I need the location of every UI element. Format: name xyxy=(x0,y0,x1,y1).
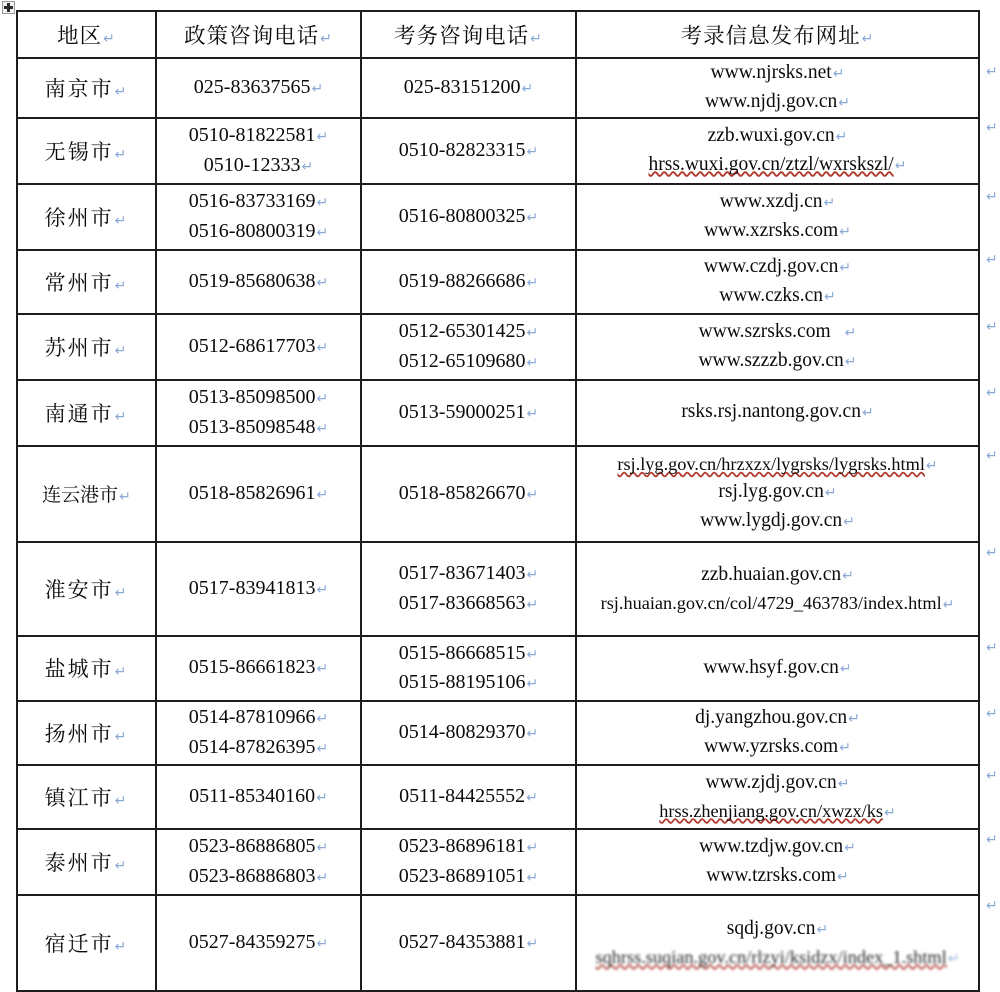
website-url[interactable]: zzb.wuxi.gov.cn xyxy=(707,124,835,146)
website-url[interactable]: www.zjdj.gov.cn xyxy=(705,771,837,793)
column-header-exam-phone-label: 考务咨询电话 xyxy=(394,24,530,49)
website-url[interactable]: hrss.zhenjiang.gov.cn/xwzx/ks xyxy=(659,800,883,821)
pilcrow-mark: ↵ xyxy=(824,288,836,305)
pilcrow-mark: ↵ xyxy=(301,158,314,175)
margin-pilcrow-mark: ↵ xyxy=(986,706,998,722)
pilcrow-mark: ↵ xyxy=(861,405,874,422)
table-row xyxy=(17,314,979,380)
phone-number: 0523-86896181 xyxy=(398,835,526,858)
pilcrow-mark: ↵ xyxy=(839,739,851,756)
phone-number: 0515-86668515 xyxy=(398,641,526,664)
pilcrow-mark: ↵ xyxy=(526,676,539,693)
website-url[interactable]: www.szrsks.com xyxy=(698,320,831,342)
pilcrow-mark: ↵ xyxy=(316,129,329,146)
pilcrow-mark: ↵ xyxy=(942,596,955,613)
table-row xyxy=(17,380,979,446)
table-row xyxy=(17,829,979,895)
phone-number: 0515-86661823 xyxy=(188,656,316,679)
region-name: 扬州市 xyxy=(44,721,114,746)
website-url[interactable]: www.njrsks.net xyxy=(710,62,832,83)
pilcrow-mark: ↵ xyxy=(320,31,333,47)
pilcrow-mark: ↵ xyxy=(114,584,129,601)
margin-pilcrow-mark: ↵ xyxy=(986,319,998,335)
phone-number: 0512-65109680 xyxy=(398,349,526,372)
phone-number: 025-83637565 xyxy=(193,76,311,99)
pilcrow-mark: ↵ xyxy=(114,664,129,681)
pilcrow-mark: ↵ xyxy=(526,274,539,291)
phone-number: 0516-83733169 xyxy=(188,190,316,213)
margin-pilcrow-mark: ↵ xyxy=(986,64,998,80)
table-row xyxy=(17,542,979,636)
website-url[interactable]: dj.yangzhou.gov.cn xyxy=(695,706,848,728)
pilcrow-mark: ↵ xyxy=(823,194,836,211)
pilcrow-mark: ↵ xyxy=(526,354,539,371)
phone-number: 0512-68617703 xyxy=(188,334,316,357)
pilcrow-mark: ↵ xyxy=(311,81,324,98)
pilcrow-mark: ↵ xyxy=(526,840,539,857)
margin-pilcrow-mark: ↵ xyxy=(986,385,998,401)
pilcrow-mark: ↵ xyxy=(316,224,329,241)
pilcrow-mark: ↵ xyxy=(526,596,539,613)
cell-region xyxy=(17,446,156,542)
cell-policy-phone xyxy=(156,636,361,701)
pilcrow-mark: ↵ xyxy=(839,223,851,240)
cell-exam-phone xyxy=(361,314,576,380)
cell-exam-phone xyxy=(361,184,576,250)
cell-website xyxy=(576,542,979,636)
cell-exam-phone xyxy=(361,118,576,184)
cell-policy-phone xyxy=(156,250,361,314)
region-name: 宿迁市 xyxy=(44,931,114,956)
pilcrow-mark: ↵ xyxy=(526,325,539,342)
pilcrow-mark: ↵ xyxy=(114,408,129,425)
cell-website xyxy=(576,118,979,184)
pilcrow-mark: ↵ xyxy=(838,94,851,111)
cell-region xyxy=(17,829,156,895)
website-url[interactable]: www.czdj.gov.cn xyxy=(703,255,839,277)
phone-number: 0510-82823315 xyxy=(398,138,526,161)
cell-policy-phone xyxy=(156,118,361,184)
table-header-row xyxy=(17,11,979,58)
phone-number: 0514-87826395 xyxy=(188,735,316,758)
website-url[interactable]: www.tzrsks.com xyxy=(706,864,837,886)
pilcrow-mark: ↵ xyxy=(837,775,850,792)
pilcrow-mark: ↵ xyxy=(316,711,329,728)
pilcrow-mark: ↵ xyxy=(848,710,860,727)
cell-policy-phone xyxy=(156,380,361,446)
pilcrow-mark: ↵ xyxy=(842,567,854,584)
table-row xyxy=(17,58,979,118)
table-row xyxy=(17,184,979,250)
pilcrow-mark: ↵ xyxy=(526,869,539,886)
cell-policy-phone xyxy=(156,542,361,636)
column-header-website xyxy=(576,11,979,58)
pilcrow-mark: ↵ xyxy=(530,31,543,47)
phone-number: 0516-80800325 xyxy=(398,204,526,227)
table-row xyxy=(17,701,979,765)
phone-number: 0511-84425552 xyxy=(399,784,526,807)
pilcrow-mark: ↵ xyxy=(114,342,129,359)
region-name: 连云港市 xyxy=(42,484,119,507)
cell-region xyxy=(17,636,156,701)
pilcrow-mark: ↵ xyxy=(832,66,845,82)
cell-region xyxy=(17,58,156,118)
cell-region xyxy=(17,314,156,380)
cell-policy-phone xyxy=(156,58,361,118)
pilcrow-mark: ↵ xyxy=(316,581,329,598)
pilcrow-mark: ↵ xyxy=(316,486,329,503)
website-url[interactable]: www.lygdj.gov.cn xyxy=(700,510,843,532)
pilcrow-mark: ↵ xyxy=(119,489,131,506)
pilcrow-mark: ↵ xyxy=(526,646,539,663)
cell-exam-phone xyxy=(361,895,576,991)
region-name: 徐州市 xyxy=(44,205,114,230)
cell-policy-phone xyxy=(156,765,361,829)
website-url[interactable]: www.czks.cn xyxy=(719,284,824,306)
phone-number: 0527-84359275 xyxy=(188,930,316,953)
margin-pilcrow-mark: ↵ xyxy=(986,545,998,561)
pilcrow-mark: ↵ xyxy=(316,661,329,678)
margin-pilcrow-mark: ↵ xyxy=(986,120,998,136)
region-name: 无锡市 xyxy=(44,139,114,164)
margin-pilcrow-mark: ↵ xyxy=(986,898,998,914)
phone-number: 0523-86891051 xyxy=(398,864,526,887)
pilcrow-mark: ↵ xyxy=(816,921,829,938)
table-move-handle-icon[interactable] xyxy=(2,1,15,14)
cell-policy-phone xyxy=(156,895,361,991)
column-header-region xyxy=(17,11,156,58)
website-url[interactable]: hrss.wuxi.gov.cn/ztzl/wxrskszl/ xyxy=(648,153,894,175)
pilcrow-mark: ↵ xyxy=(316,195,329,212)
region-name: 苏州市 xyxy=(44,335,114,360)
pilcrow-mark: ↵ xyxy=(316,391,329,408)
region-name: 盐城市 xyxy=(44,657,114,682)
phone-number: 0513-59000251 xyxy=(398,400,526,423)
pilcrow-mark: ↵ xyxy=(526,209,539,226)
phone-number: 0513-85098548 xyxy=(188,415,316,438)
margin-pilcrow-mark: ↵ xyxy=(986,189,998,205)
pilcrow-mark: ↵ xyxy=(316,274,329,291)
cell-exam-phone xyxy=(361,829,576,895)
table-row xyxy=(17,118,979,184)
column-header-policy-phone-label: 政策咨询电话 xyxy=(184,24,320,49)
pilcrow-mark: ↵ xyxy=(316,339,329,356)
website-url[interactable]: www.xzdj.cn xyxy=(719,190,823,212)
cell-exam-phone xyxy=(361,636,576,701)
phone-number: 0517-83941813 xyxy=(188,576,316,599)
pilcrow-mark: ↵ xyxy=(526,725,539,742)
cell-website xyxy=(576,250,979,314)
margin-pilcrow-mark: ↵ xyxy=(986,640,998,656)
cell-exam-phone xyxy=(361,765,576,829)
phone-number: 0527-84353881 xyxy=(398,930,526,953)
cell-region xyxy=(17,765,156,829)
phone-number: 0523-86886803 xyxy=(188,864,316,887)
pilcrow-mark: ↵ xyxy=(526,567,539,584)
region-name: 泰州市 xyxy=(44,850,114,875)
website-url[interactable]: www.tzdjw.gov.cn xyxy=(699,835,844,857)
pilcrow-mark: ↵ xyxy=(824,485,837,502)
pilcrow-mark: ↵ xyxy=(114,83,129,100)
cell-website xyxy=(576,701,979,765)
table-row xyxy=(17,895,979,991)
phone-number: 0515-88195106 xyxy=(398,671,526,694)
pilcrow-mark: ↵ xyxy=(316,420,329,437)
phone-number: 0510-12333 xyxy=(203,153,301,176)
margin-pilcrow-mark: ↵ xyxy=(986,448,998,464)
cell-exam-phone xyxy=(361,58,576,118)
cell-website xyxy=(576,58,979,118)
phone-number: 0519-85680638 xyxy=(188,269,316,292)
cell-exam-phone xyxy=(361,250,576,314)
cell-policy-phone xyxy=(156,184,361,250)
phone-number: 0513-85098500 xyxy=(188,386,316,409)
website-url[interactable]: zzb.huaian.gov.cn xyxy=(701,563,842,585)
phone-number: 0517-83671403 xyxy=(398,562,526,585)
phone-number: 0514-87810966 xyxy=(188,706,316,729)
phone-number: 0514-80829370 xyxy=(398,720,526,743)
pilcrow-mark: ↵ xyxy=(114,938,129,955)
pilcrow-mark: ↵ xyxy=(837,868,849,885)
website-url[interactable]: www.yzrsks.com xyxy=(704,735,839,757)
pilcrow-mark: ↵ xyxy=(526,143,539,160)
phone-number: 0516-80800319 xyxy=(188,219,316,242)
pilcrow-mark: ↵ xyxy=(884,804,896,821)
pilcrow-mark: ↵ xyxy=(114,792,129,809)
pilcrow-mark: ↵ xyxy=(316,869,329,886)
table-row xyxy=(17,636,979,701)
margin-pilcrow-mark: ↵ xyxy=(986,252,998,268)
margin-pilcrow-mark: ↵ xyxy=(986,832,998,848)
cell-website xyxy=(576,636,979,701)
pilcrow-mark: ↵ xyxy=(844,839,856,856)
cell-region xyxy=(17,118,156,184)
cell-region xyxy=(17,250,156,314)
pilcrow-mark: ↵ xyxy=(316,840,329,857)
pilcrow-mark: ↵ xyxy=(316,935,329,952)
cell-website xyxy=(576,184,979,250)
pilcrow-mark: ↵ xyxy=(316,789,328,806)
website-url[interactable]: rsj.huaian.gov.cn/col/4729_463783/index.html xyxy=(600,592,942,613)
cell-exam-phone xyxy=(361,701,576,765)
cell-website xyxy=(576,314,979,380)
phone-number: 0518-85826670 xyxy=(398,481,526,504)
cell-region xyxy=(17,542,156,636)
column-header-website-label: 考录信息发布网址 xyxy=(680,24,861,49)
cell-exam-phone xyxy=(361,446,576,542)
cell-policy-phone xyxy=(156,446,361,542)
region-name: 淮安市 xyxy=(44,577,114,602)
pilcrow-mark: ↵ xyxy=(835,128,848,145)
website-url[interactable]: rsj.lyg.gov.cn xyxy=(718,481,824,503)
phone-number: 0519-88266686 xyxy=(398,269,526,292)
cell-exam-phone xyxy=(361,380,576,446)
region-name: 南京市 xyxy=(44,76,114,101)
table-row xyxy=(17,765,979,829)
website-url[interactable]: www.szzzb.gov.cn xyxy=(698,349,844,371)
move-cross-glyph xyxy=(4,3,13,12)
pilcrow-mark: ↵ xyxy=(114,857,129,874)
cell-website xyxy=(576,765,979,829)
cell-policy-phone xyxy=(156,314,361,380)
region-name: 常州市 xyxy=(44,270,114,295)
phone-number: 0511-85340160 xyxy=(189,784,316,807)
phone-number: 0510-81822581 xyxy=(188,124,316,147)
website-url[interactable]: sqhrss.suqian.gov.cn/rlzyi/ksidzx/index_1.shtml xyxy=(595,946,947,967)
pilcrow-mark: ↵ xyxy=(844,353,857,370)
pilcrow-mark: ↵ xyxy=(114,728,129,745)
contact-info-table xyxy=(16,10,980,992)
margin-pilcrow-mark: ↵ xyxy=(986,768,998,784)
website-url[interactable]: www.njdj.gov.cn xyxy=(704,90,838,112)
cell-exam-phone xyxy=(361,542,576,636)
pilcrow-mark: ↵ xyxy=(521,81,534,98)
pilcrow-mark: ↵ xyxy=(114,146,129,163)
phone-number: 0512-65301425 xyxy=(398,320,526,343)
pilcrow-mark: ↵ xyxy=(894,157,907,174)
pilcrow-mark: ↵ xyxy=(526,405,539,422)
cell-website xyxy=(576,895,979,991)
table-row xyxy=(17,446,979,542)
pilcrow-mark: ↵ xyxy=(839,259,852,276)
phone-number: 0523-86886805 xyxy=(188,835,316,858)
column-header-exam-phone xyxy=(361,11,576,58)
cell-region xyxy=(17,380,156,446)
pilcrow-mark: ↵ xyxy=(103,31,116,47)
pilcrow-mark: ↵ xyxy=(526,789,538,806)
pilcrow-mark: ↵ xyxy=(844,324,857,341)
website-url[interactable]: www.xzrsks.com xyxy=(704,219,839,241)
pilcrow-mark: ↵ xyxy=(925,458,938,475)
phone-number: 0518-85826961 xyxy=(188,481,316,504)
pilcrow-mark: ↵ xyxy=(839,660,852,677)
pilcrow-mark: ↵ xyxy=(114,277,129,294)
website-url[interactable]: rsj.lyg.gov.cn/hrzxzx/lygrsks/lygrsks.html xyxy=(617,454,925,475)
cell-policy-phone xyxy=(156,701,361,765)
column-header-region-label: 地区 xyxy=(57,24,103,49)
pilcrow-mark: ↵ xyxy=(843,514,855,531)
cell-website xyxy=(576,380,979,446)
cell-website xyxy=(576,446,979,542)
region-name: 镇江市 xyxy=(44,785,114,810)
cell-website xyxy=(576,829,979,895)
website-url[interactable]: www.hsyf.gov.cn xyxy=(703,656,839,678)
region-name: 南通市 xyxy=(44,401,114,426)
table-row xyxy=(17,250,979,314)
pilcrow-mark: ↵ xyxy=(526,935,539,952)
column-header-policy-phone xyxy=(156,11,361,58)
website-url[interactable]: rsks.rsj.nantong.gov.cn xyxy=(681,401,861,423)
pilcrow-mark: ↵ xyxy=(861,31,875,47)
cell-region xyxy=(17,895,156,991)
website-url[interactable]: sqdj.gov.cn xyxy=(726,917,816,939)
phone-number: 0517-83668563 xyxy=(398,591,526,614)
cell-region xyxy=(17,701,156,765)
pilcrow-mark: ↵ xyxy=(947,950,960,967)
pilcrow-mark: ↵ xyxy=(526,486,539,503)
pilcrow-mark: ↵ xyxy=(114,212,129,229)
phone-number: 025-83151200 xyxy=(403,76,521,99)
pilcrow-mark: ↵ xyxy=(316,740,329,757)
cell-policy-phone xyxy=(156,829,361,895)
cell-region xyxy=(17,184,156,250)
